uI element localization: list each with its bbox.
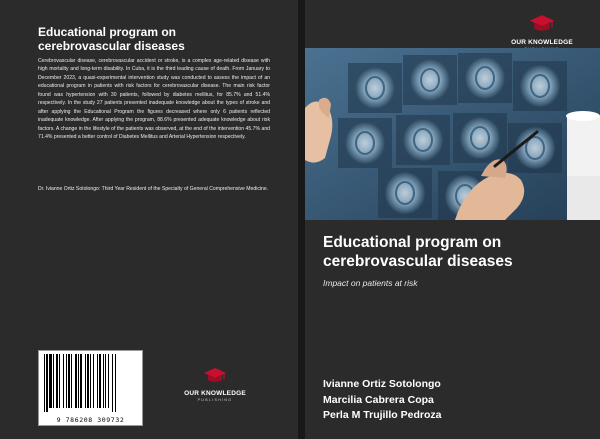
author-bio: Dr. Ivianne Ortiz Sotolongo: Third Year Resident of the Specialty of General Comprehensive Medicine. xyxy=(38,186,269,192)
front-cover-title: Educational program on cerebrovascular diseases xyxy=(323,234,513,270)
publisher-logo-front xyxy=(497,14,587,51)
graduation-cap-icon xyxy=(528,14,556,34)
author-name: Marcilia Cabrera Copa xyxy=(323,393,434,406)
book-spine xyxy=(298,0,305,439)
back-cover-abstract: Cerebrovascular disease, cerebrovascular accident or stroke, is a complex age-related disease with high mortality and long-term disability. In Cuba, it is the third leading cause of death. From January to December 2023, a quasi-experimental intervention study was conducted to assess the impact of an educational program in patients with risk factors for cerebrovascular disease. The main risk factor found was hypertension with 30 patients, followed by diabetes mellitus, for 85.7% and 51.4% respectively. In the study 27 patients presented inadequate knowledge about the types of stroke and after applying the Educational Program the figures decreased where only 6 patients reflected inadequate knowledge. After applying the program, 88.6% presented adequate knowledge about risk factors. A change in the lifestyle of the patients was observed, at the end of the intervention 45.7% and 71.4% presented a better control of Diabetes Mellitus and Arterial Hypertension respectively. xyxy=(38,58,270,141)
isbn-barcode xyxy=(38,350,143,426)
publisher-logo-back xyxy=(170,367,260,402)
publisher-name: OUR KNOWLEDGE xyxy=(184,390,246,397)
back-cover-title: Educational program on cerebrovascular diseases xyxy=(38,25,185,53)
author-list xyxy=(323,377,593,424)
publisher-name: OUR KNOWLEDGE xyxy=(511,39,573,46)
brain-mri-scan-image xyxy=(305,48,600,220)
author-name: Perla M Trujillo Pedroza xyxy=(323,409,442,421)
publisher-subtitle: PUBLISHING xyxy=(197,398,233,402)
author-name: Ivianne Ortiz Sotolongo xyxy=(323,378,441,390)
back-cover xyxy=(0,0,298,439)
graduation-cap-icon xyxy=(203,367,227,385)
barcode-bars xyxy=(41,354,140,412)
isbn-number: 9 786208 309732 xyxy=(56,416,125,424)
cover-photo-brain-mri xyxy=(305,48,600,220)
front-cover xyxy=(305,0,600,439)
front-cover-subtitle: Impact on patients at risk xyxy=(323,278,418,288)
